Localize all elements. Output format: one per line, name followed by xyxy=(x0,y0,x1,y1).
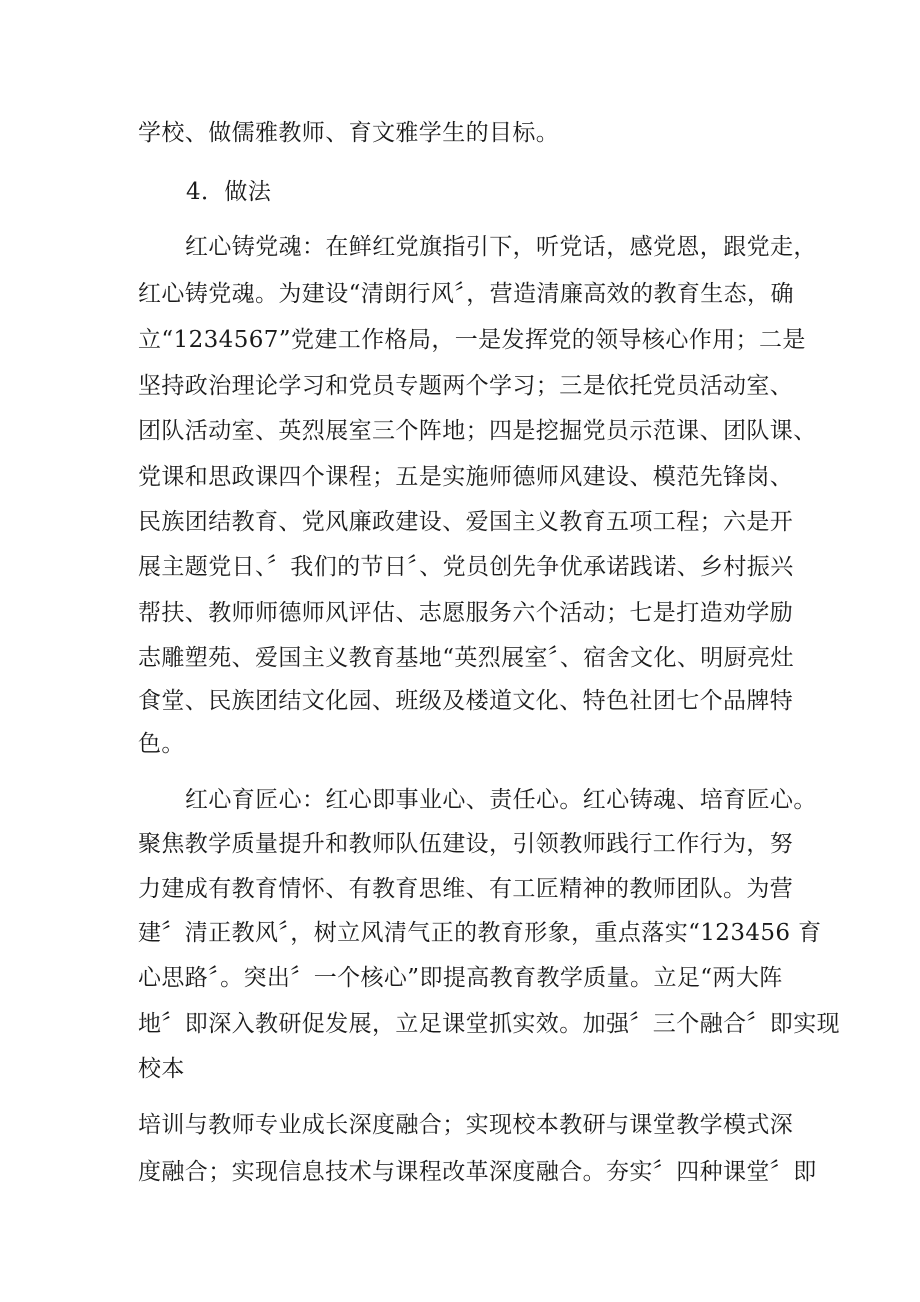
paragraph-line: 党课和思政课四个课程；五是实施师德师风建设、模范先锋岗、 xyxy=(138,464,794,490)
paragraph-line: 红心铸党魂。为建设“清朗行风〞，营造清廉高效的教育生态，确 xyxy=(138,281,794,307)
paragraph-line: 坚持政治理论学习和党员专题两个学习；三是依托党员活动室、 xyxy=(138,373,794,399)
paragraph-line: 聚焦教学质量提升和教师队伍建设，引领教师践行工作行为，努 xyxy=(138,831,794,857)
paragraph-line: 红心铸党魂：在鲜红党旗指引下，听党话，感党恩，跟党走， xyxy=(185,234,817,260)
paragraph-line: 校本 xyxy=(138,1056,185,1082)
paragraph-line: 色。 xyxy=(138,731,185,757)
paragraph-line: 红心育匠心：红心即事业心、责任心。红心铸魂、培育匠心。 xyxy=(185,787,817,813)
paragraph-line: 度融合；实现信息技术与课程改革深度融合。夯实〞四种课堂〞即 xyxy=(138,1159,817,1185)
paragraph-line: 团队活动室、英烈展室三个阵地；四是挖掘党员示范课、团队课、 xyxy=(138,418,817,444)
paragraph-line: 心思路〞。突出〞一个核心”即提高教育教学质量。立足“两大阵 xyxy=(138,965,783,991)
paragraph-line: 民族团结教育、党风廉政建设、爱国主义教育五项工程；六是开 xyxy=(138,509,794,535)
paragraph-line: 立“1234567”党建工作格局，一是发挥党的领导核心作用；二是 xyxy=(138,327,806,353)
paragraph-line: 建〞清正教风〞，树立风清气正的教育形象，重点落实“123456 育 xyxy=(138,920,822,946)
paragraph-line: 培训与教师专业成长深度融合；实现校本教研与课堂教学模式深 xyxy=(138,1112,794,1138)
paragraph-line: 力建成有教育情怀、有教育思维、有工匠精神的教师团队。为营 xyxy=(138,876,794,902)
paragraph-line: 帮扶、教师师德师风评估、志愿服务六个活动；七是打造劝学励 xyxy=(138,600,794,626)
paragraph-line: 展主题党日、〞我们的节日〞、党员创先争优承诺践诺、乡村振兴 xyxy=(138,554,794,580)
paragraph-line: 志雕塑苑、爱国主义教育基地“英烈展室〞、宿舍文化、明厨亮灶 xyxy=(138,645,794,671)
paragraph-line: 食堂、民族团结文化园、班级及楼道文化、特色社团七个品牌特 xyxy=(138,688,794,714)
section-heading: 4．做法 xyxy=(186,179,272,205)
intro-tail-line: 学校、做儒雅教师、育文雅学生的目标。 xyxy=(138,120,560,146)
paragraph-line: 地〞即深入教研促发展，立足课堂抓实效。加强〞三个融合〞即实现 xyxy=(138,1011,840,1037)
